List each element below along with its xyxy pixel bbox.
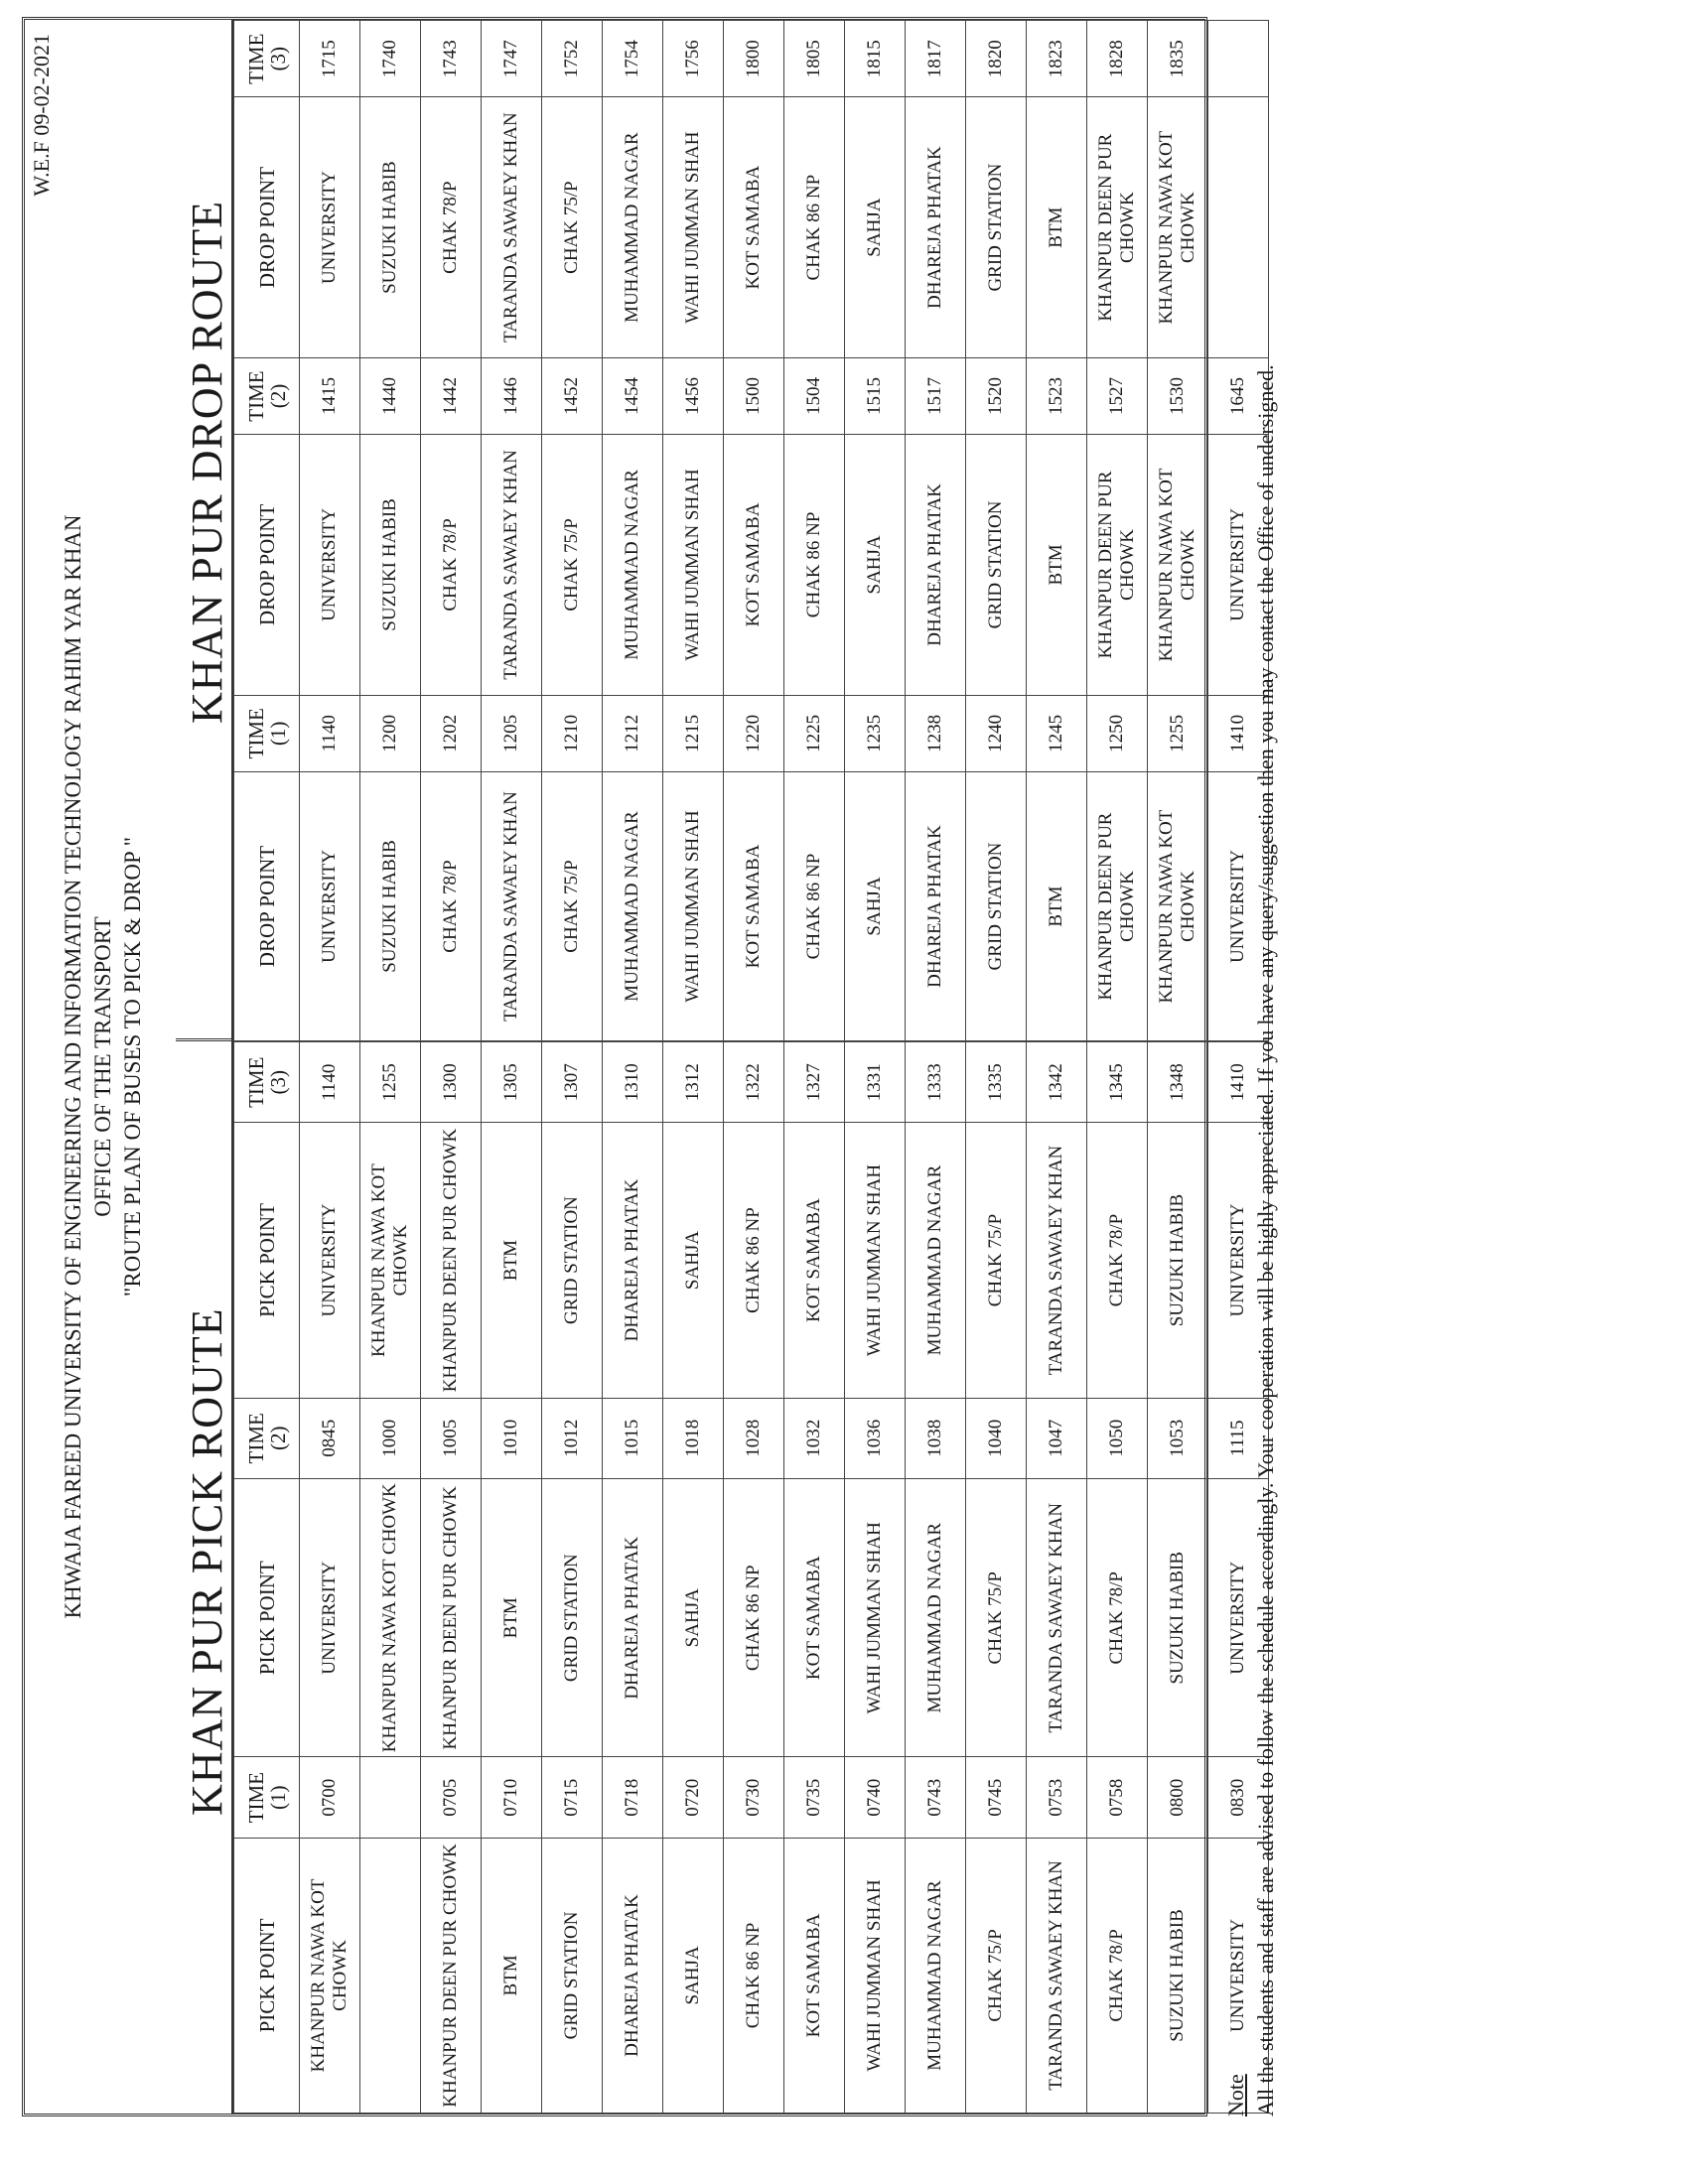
time-cell: 1800 (724, 21, 784, 97)
time-cell: 0740 (845, 1757, 906, 1838)
time-cell: 0735 (784, 1757, 845, 1838)
point-cell: UNIVERSITY (300, 1123, 360, 1398)
time-cell: 1823 (1027, 21, 1087, 97)
point-cell: KHANPUR NAWA KOT CHOWK (360, 1123, 421, 1398)
time-cell: 1220 (724, 695, 784, 771)
time-cell (1208, 21, 1269, 97)
table-row (724, 21, 784, 1041)
point-cell: SUZUKI HABIB (1148, 1838, 1208, 2113)
time-cell: 0758 (1087, 1757, 1148, 1838)
table-row (360, 21, 421, 1041)
time-cell: 1410 (1208, 1042, 1269, 1123)
time-cell: 1040 (966, 1398, 1027, 1478)
time-cell: 0730 (724, 1757, 784, 1838)
table-row (663, 1042, 724, 2114)
time-cell: 1752 (542, 21, 603, 97)
time-cell: 1036 (845, 1398, 906, 1478)
time-cell: 0845 (300, 1398, 360, 1478)
table-row (784, 21, 845, 1041)
time-cell: 1452 (542, 357, 603, 434)
point-cell: UNIVERSITY (1208, 1479, 1269, 1757)
point-cell: SAHJA (845, 772, 906, 1041)
point-cell: BTM (1027, 435, 1087, 695)
drop_route-header-0: DROP POINT (234, 772, 300, 1041)
time-cell: 1310 (603, 1042, 663, 1123)
point-cell: CHAK 86 NP (724, 1838, 784, 2113)
point-cell: KHANPUR NAWA KOT CHOWK (300, 1838, 360, 2113)
time-cell (360, 1757, 421, 1838)
time-cell: 0743 (906, 1757, 966, 1838)
section-divider (176, 1038, 233, 1041)
point-cell: MUHAMMAD NAGAR (603, 772, 663, 1041)
point-cell: KOT SAMABA (724, 97, 784, 357)
time-cell: 1342 (1027, 1042, 1087, 1123)
pick_route-header-2: PICK POINT (234, 1479, 300, 1757)
time-cell: 1210 (542, 695, 603, 771)
university-name: KHWAJA FAREED UNIVERSITY OF ENGINEERING AND INFORMATION TECHNOLOGY RAHIM YAR KHAN (61, 514, 85, 1619)
point-cell: CHAK 78/P (1087, 1123, 1148, 1398)
time-cell: 1500 (724, 357, 784, 434)
point-cell: SAHJA (845, 435, 906, 695)
point-cell: CHAK 75/P (542, 97, 603, 357)
point-cell: SUZUKI HABIB (360, 97, 421, 357)
point-cell: CHAK 78/P (421, 772, 482, 1041)
time-cell: 1015 (603, 1398, 663, 1478)
point-cell: WAHI JUMMAN SHAH (845, 1838, 906, 2113)
point-cell: KHANPUR DEEN PUR CHOWK (1087, 772, 1148, 1041)
point-cell: GRID STATION (966, 435, 1027, 695)
time-cell: 1828 (1087, 21, 1148, 97)
office-name: OFFICE OF THE TRANSPORT (90, 916, 115, 1217)
document-header (25, 20, 233, 2114)
pick-route-title: KHAN PUR PICK ROUTE (183, 1307, 231, 1816)
table-row (421, 21, 482, 1041)
point-cell: UNIVERSITY (300, 772, 360, 1041)
table-row (1087, 21, 1148, 1041)
point-cell: UNIVERSITY (1208, 435, 1269, 695)
point-cell: WAHI JUMMAN SHAH (663, 435, 724, 695)
time-cell: 1047 (1027, 1398, 1087, 1478)
time-cell: 1754 (603, 21, 663, 97)
point-cell: MUHAMMAD NAGAR (906, 1479, 966, 1757)
point-cell: TARANDA SAWAEY KHAN (1027, 1123, 1087, 1398)
point-cell: CHAK 78/P (1087, 1838, 1148, 2113)
point-cell: BTM (1027, 97, 1087, 357)
drop_route-header-1: TIME (1) (234, 695, 300, 771)
point-cell: KOT SAMABA (724, 435, 784, 695)
time-cell: 0800 (1148, 1757, 1208, 1838)
time-cell: 1454 (603, 357, 663, 434)
time-cell: 1410 (1208, 695, 1269, 771)
point-cell: KHANPUR DEEN PUR CHOWK (421, 1838, 482, 2113)
time-cell: 1000 (360, 1398, 421, 1478)
drop_route-header-5: TIME (3) (234, 21, 300, 97)
time-cell: 1115 (1208, 1398, 1269, 1478)
time-cell: 1327 (784, 1042, 845, 1123)
drop_route-header-4: DROP POINT (234, 97, 300, 357)
point-cell: BTM (482, 1123, 542, 1398)
time-cell: 0753 (1027, 1757, 1087, 1838)
point-cell: WAHI JUMMAN SHAH (845, 1123, 906, 1398)
time-cell: 0718 (603, 1757, 663, 1838)
table-row (1027, 1042, 1087, 2114)
table-row (724, 1042, 784, 2114)
point-cell: GRID STATION (542, 1123, 603, 1398)
table-row (482, 21, 542, 1041)
time-cell: 1815 (845, 21, 906, 97)
point-cell: CHAK 86 NP (724, 1123, 784, 1398)
point-cell: TARANDA SAWAEY KHAN (1027, 1479, 1087, 1757)
point-cell: SUZUKI HABIB (360, 772, 421, 1041)
point-cell: KOT SAMABA (784, 1838, 845, 2113)
point-cell: GRID STATION (966, 97, 1027, 357)
plan-title: "ROUTE PLAN OF BUSES TO PICK & DROP " (120, 836, 145, 1297)
point-cell: SUZUKI HABIB (1148, 1479, 1208, 1757)
time-cell: 1012 (542, 1398, 603, 1478)
point-cell: KOT SAMABA (724, 772, 784, 1041)
point-cell: KHANPUR DEEN PUR CHOWK (421, 1479, 482, 1757)
time-cell: 1140 (300, 1042, 360, 1123)
time-cell: 1805 (784, 21, 845, 97)
point-cell: TARANDA SAWAEY KHAN (482, 97, 542, 357)
point-cell: SUZUKI HABIB (360, 435, 421, 695)
time-cell: 1255 (360, 1042, 421, 1123)
table-row (360, 1042, 421, 2114)
point-cell: DHAREJA PHATAK (603, 1123, 663, 1398)
table-row (1148, 21, 1208, 1041)
time-cell: 0830 (1208, 1757, 1269, 1838)
point-cell: CHAK 86 NP (784, 435, 845, 695)
time-cell: 1305 (482, 1042, 542, 1123)
time-cell: 1523 (1027, 357, 1087, 434)
time-cell: 1225 (784, 695, 845, 771)
point-cell: TARANDA SAWAEY KHAN (482, 435, 542, 695)
point-cell: SAHJA (663, 1838, 724, 2113)
table-row (906, 1042, 966, 2114)
point-cell: KHANPUR NAWA KOT CHOWK (1148, 772, 1208, 1041)
time-cell: 1530 (1148, 357, 1208, 434)
time-cell: 0705 (421, 1757, 482, 1838)
point-cell: WAHI JUMMAN SHAH (845, 1479, 906, 1757)
time-cell: 1442 (421, 357, 482, 434)
point-cell: DHAREJA PHATAK (906, 435, 966, 695)
table-row (966, 21, 1027, 1041)
time-cell: 1202 (421, 695, 482, 771)
time-cell: 1440 (360, 357, 421, 434)
time-cell: 1235 (845, 695, 906, 771)
note-section (1223, 364, 1279, 2116)
note-text: All the students and staff are advised to follow the schedule accordingly. Your cooperation will be highly appreciated. If you have any query/suggestion then you may contact the Office of undersigned. (1253, 364, 1278, 2116)
pick-route-table (233, 1041, 1269, 2114)
point-cell: WAHI JUMMAN SHAH (663, 97, 724, 357)
time-cell: 0700 (300, 1757, 360, 1838)
time-cell: 0710 (482, 1757, 542, 1838)
table-row (663, 21, 724, 1041)
point-cell: KHANPUR DEEN PUR CHOWK (421, 1123, 482, 1398)
time-cell: 1005 (421, 1398, 482, 1478)
time-cell: 1504 (784, 357, 845, 434)
point-cell: CHAK 86 NP (784, 97, 845, 357)
time-cell: 1032 (784, 1398, 845, 1478)
time-cell: 1527 (1087, 357, 1148, 434)
time-cell: 1255 (1148, 695, 1208, 771)
time-cell: 1312 (663, 1042, 724, 1123)
time-cell: 1307 (542, 1042, 603, 1123)
point-cell: GRID STATION (542, 1838, 603, 2113)
time-cell: 1517 (906, 357, 966, 434)
table-row (603, 21, 663, 1041)
point-cell: WAHI JUMMAN SHAH (663, 772, 724, 1041)
point-cell: DHAREJA PHATAK (603, 1838, 663, 2113)
time-cell: 1212 (603, 695, 663, 771)
time-cell: 1345 (1087, 1042, 1148, 1123)
time-cell: 1515 (845, 357, 906, 434)
point-cell: DHAREJA PHATAK (906, 97, 966, 357)
time-cell: 1335 (966, 1042, 1027, 1123)
point-cell: MUHAMMAD NAGAR (906, 1838, 966, 2113)
point-cell: CHAK 78/P (421, 97, 482, 357)
time-cell: 1820 (966, 21, 1027, 97)
time-cell: 1333 (906, 1042, 966, 1123)
time-cell: 1240 (966, 695, 1027, 771)
point-cell: CHAK 86 NP (724, 1479, 784, 1757)
pick_route-header-3: TIME (2) (234, 1398, 300, 1478)
point-cell (360, 1838, 421, 2113)
table-row (542, 21, 603, 1041)
table-row (966, 1042, 1027, 2114)
point-cell: GRID STATION (966, 772, 1027, 1041)
time-cell: 1200 (360, 695, 421, 771)
time-cell: 1747 (482, 21, 542, 97)
point-cell: MUHAMMAD NAGAR (603, 97, 663, 357)
point-cell: SUZUKI HABIB (1148, 1123, 1208, 1398)
table-row (906, 21, 966, 1041)
time-cell: 1038 (906, 1398, 966, 1478)
point-cell: UNIVERSITY (300, 97, 360, 357)
time-cell: 1245 (1027, 695, 1087, 771)
time-cell: 1743 (421, 21, 482, 97)
time-cell: 1756 (663, 21, 724, 97)
point-cell: CHAK 78/P (1087, 1479, 1148, 1757)
table-row (300, 1042, 360, 2114)
table-row (784, 1042, 845, 2114)
drop-route-table (233, 20, 1269, 1041)
table-row (845, 1042, 906, 2114)
point-cell: DHAREJA PHATAK (906, 772, 966, 1041)
point-cell: CHAK 75/P (542, 435, 603, 695)
time-cell: 0745 (966, 1757, 1027, 1838)
point-cell: KHANPUR DEEN PUR CHOWK (1087, 97, 1148, 357)
point-cell: BTM (1027, 772, 1087, 1041)
point-cell: DHAREJA PHATAK (603, 1479, 663, 1757)
time-cell: 1740 (360, 21, 421, 97)
time-cell: 1028 (724, 1398, 784, 1478)
point-cell: UNIVERSITY (1208, 1838, 1269, 2113)
point-cell: CHAK 75/P (966, 1838, 1027, 2113)
pick_route-header-5: TIME (3) (234, 1042, 300, 1123)
point-cell: CHAK 75/P (966, 1479, 1027, 1757)
point-cell: KHANPUR NAWA KOT CHOWK (360, 1479, 421, 1757)
time-cell: 1010 (482, 1398, 542, 1478)
time-cell: 0715 (542, 1757, 603, 1838)
table-row (421, 1042, 482, 2114)
table-row (1027, 21, 1087, 1041)
time-cell: 1520 (966, 357, 1027, 434)
time-cell: 1050 (1087, 1398, 1148, 1478)
title-block (59, 20, 148, 2114)
point-cell: GRID STATION (542, 1479, 603, 1757)
effective-date: W.E.F 09-02-2021 (29, 34, 54, 197)
point-cell: SAHJA (663, 1479, 724, 1757)
point-cell: KHANPUR NAWA KOT CHOWK (1148, 97, 1208, 357)
table-row (1148, 1042, 1208, 2114)
point-cell: CHAK 78/P (421, 435, 482, 695)
point-cell: UNIVERSITY (1208, 1123, 1269, 1398)
point-cell: KOT SAMABA (784, 1123, 845, 1398)
table-row (603, 1042, 663, 2114)
point-cell: MUHAMMAD NAGAR (906, 1123, 966, 1398)
time-cell: 1456 (663, 357, 724, 434)
time-cell: 1446 (482, 357, 542, 434)
point-cell: CHAK 75/P (966, 1123, 1027, 1398)
point-cell: UNIVERSITY (300, 1479, 360, 1757)
table-row (300, 21, 360, 1041)
table-row (542, 1042, 603, 2114)
point-cell: TARANDA SAWAEY KHAN (482, 772, 542, 1041)
point-cell: KHANPUR DEEN PUR CHOWK (1087, 435, 1148, 695)
point-cell: UNIVERSITY (300, 435, 360, 695)
drop-route-title: KHAN PUR DROP ROUTE (183, 200, 231, 724)
time-cell: 1331 (845, 1042, 906, 1123)
drop_route-header-3: TIME (2) (234, 357, 300, 434)
time-cell: 1645 (1208, 357, 1269, 434)
table-row (482, 1042, 542, 2114)
point-cell (1208, 97, 1269, 357)
time-cell: 1835 (1148, 21, 1208, 97)
point-cell: BTM (482, 1838, 542, 2113)
pick_route-header-4: PICK POINT (234, 1123, 300, 1398)
time-cell: 1715 (300, 21, 360, 97)
time-cell: 1018 (663, 1398, 724, 1478)
drop_route-header-2: DROP POINT (234, 435, 300, 695)
time-cell: 1300 (421, 1042, 482, 1123)
table-row (845, 21, 906, 1041)
point-cell: MUHAMMAD NAGAR (603, 435, 663, 695)
time-cell: 1322 (724, 1042, 784, 1123)
point-cell: CHAK 75/P (542, 772, 603, 1041)
pick_route-header-0: PICK POINT (234, 1838, 300, 2113)
point-cell: TARANDA SAWAEY KHAN (1027, 1838, 1087, 2113)
time-cell: 1415 (300, 357, 360, 434)
point-cell: SAHJA (845, 97, 906, 357)
time-cell: 1053 (1148, 1398, 1208, 1478)
time-cell: 0720 (663, 1757, 724, 1838)
point-cell: BTM (482, 1479, 542, 1757)
pick_route-header-1: TIME (1) (234, 1757, 300, 1838)
point-cell: KOT SAMABA (784, 1479, 845, 1757)
point-cell: CHAK 86 NP (784, 772, 845, 1041)
point-cell: UNIVERSITY (1208, 772, 1269, 1041)
time-cell: 1215 (663, 695, 724, 771)
time-cell: 1817 (906, 21, 966, 97)
time-cell: 1238 (906, 695, 966, 771)
note-label: Note (1223, 2074, 1248, 2116)
point-cell: KHANPUR NAWA KOT CHOWK (1148, 435, 1208, 695)
point-cell: SAHJA (663, 1123, 724, 1398)
time-cell: 1140 (300, 695, 360, 771)
table-row (1087, 1042, 1148, 2114)
time-cell: 1205 (482, 695, 542, 771)
time-cell: 1250 (1087, 695, 1148, 771)
time-cell: 1348 (1148, 1042, 1208, 1123)
